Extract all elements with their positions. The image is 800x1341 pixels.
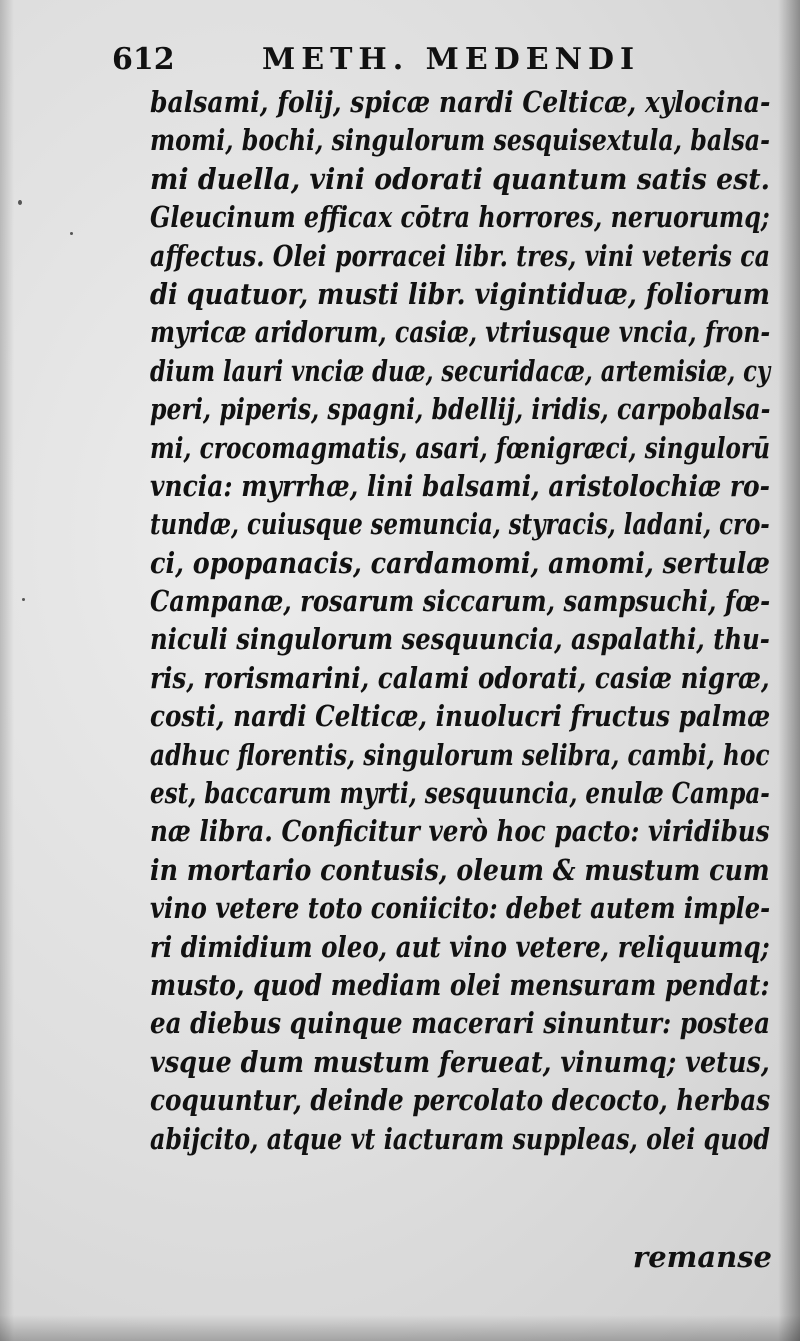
text-line: coquuntur, deinde percolato decocto, herbas — [150, 1083, 771, 1118]
page-bottom-shadow — [0, 1315, 800, 1341]
text-line: peri, piperis, spagni, bdellij, iridis, carpobalsa- — [150, 392, 771, 427]
text-line: di quatuor, musti libr. vigintiduæ, foliorum — [150, 276, 770, 311]
page-gutter-shadow — [778, 0, 800, 1341]
text-line: costi, nardi Celticæ, inuolucri fructus palmæ — [150, 699, 771, 734]
text-line: est, baccarum myrti, sesquuncia, enulæ Campa- — [150, 776, 770, 811]
page-header — [112, 38, 772, 82]
body-text — [150, 83, 770, 1158]
text-line: næ libra. Conficitur verò hoc pacto: viridibus — [150, 814, 770, 849]
text-line: vino vetere toto coniicito: debet autem imple- — [150, 891, 771, 926]
text-line: Campanæ, rosarum siccarum, sampsuchi, fœ- — [150, 584, 771, 619]
text-line: ris, rorismarini, calami odorati, casiæ nigræ, — [150, 660, 770, 695]
ink-speck — [22, 598, 25, 601]
ink-speck — [18, 200, 22, 205]
text-line: mi duella, vini odorati quantum satis est. — [150, 161, 770, 196]
page-left-shadow — [0, 0, 14, 1341]
text-line: vncia: myrrhæ, lini balsami, aristolochiæ ro- — [150, 468, 770, 503]
text-line: ci, opopanacis, cardamomi, amomi, sertulæ — [150, 545, 770, 580]
page-number: 612 — [112, 42, 175, 77]
text-line: in mortario contusis, oleum & mustum cum — [150, 852, 770, 887]
text-line: balsami, folij, spicæ nardi Celticæ, xylocina- — [150, 85, 771, 119]
text-line: tundæ, cuiusque semuncia, styracis, ladani, cro- — [150, 507, 770, 542]
text-line: mi, crocomagmatis, asari, fœnigræci, singulorū — [150, 430, 771, 465]
text-line: momi, bochi, singulorum sesquisextula, balsa- — [150, 123, 771, 158]
text-line: Gleucinum efficax cōtra horrores, neruorumq; — [150, 200, 770, 235]
text-line: myricæ aridorum, casiæ, vtriusque vncia, fron- — [150, 315, 771, 350]
text-line: dium lauri vnciæ duæ, securidacæ, artemisiæ, cy — [150, 353, 771, 388]
text-line: abijcito, atque vt iacturam suppleas, olei quod — [150, 1121, 771, 1156]
text-line: niculi singulorum sesquuncia, aspalathi, thu- — [150, 622, 770, 657]
running-title: METH. MEDENDI — [262, 42, 641, 77]
text-line: affectus. Olei porracei libr. tres, vini veteris ca — [150, 238, 771, 273]
text-line: vsque dum mustum ferueat, vinumq; vetus, — [150, 1044, 770, 1079]
ink-speck — [70, 232, 73, 235]
catchword: remanse — [632, 1240, 772, 1274]
text-line: ri dimidium oleo, aut vino vetere, reliquumq; — [150, 929, 770, 964]
text-line: ea diebus quinque macerari sinuntur: postea — [150, 1006, 771, 1041]
text-line: musto, quod mediam olei mensuram pendat: — [150, 967, 770, 1002]
text-line: adhuc florentis, singulorum selibra, cambi, hoc — [150, 737, 770, 772]
